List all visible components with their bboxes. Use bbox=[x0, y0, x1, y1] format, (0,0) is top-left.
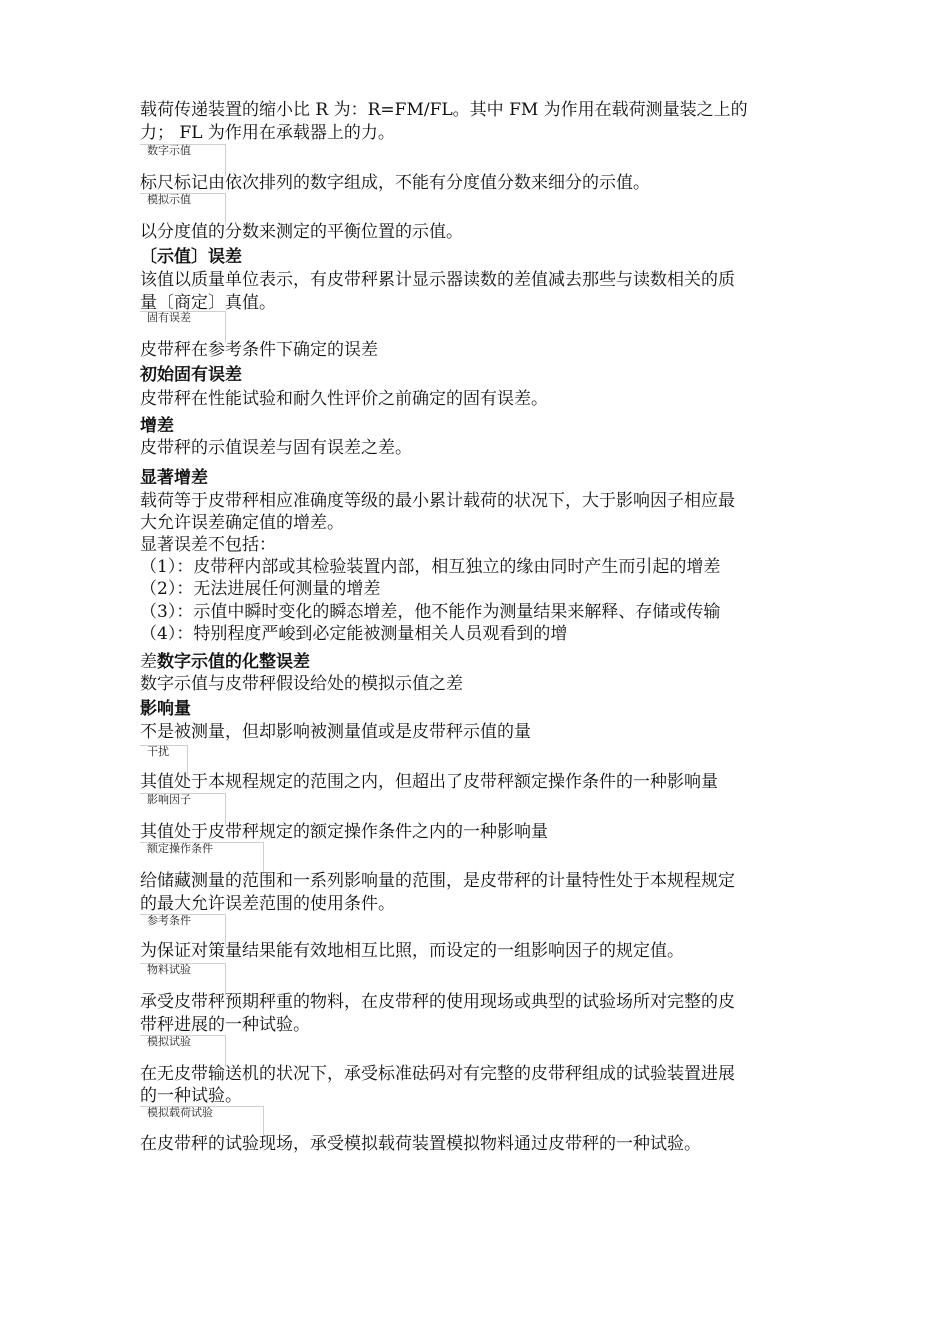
section-heading: 增差 bbox=[140, 416, 174, 436]
section-heading: 显著增差 bbox=[140, 468, 208, 488]
section-heading: 影响量 bbox=[140, 699, 191, 719]
term-label: 数字示值 bbox=[147, 144, 191, 157]
term-label: 物料试验 bbox=[147, 963, 191, 976]
list-item: （3）：示值中瞬时变化的瞬态增差，他不能作为测量结果来解释、存储或传输 bbox=[140, 602, 721, 622]
text-line: 皮带秤在性能试验和耐久性评价之前确定的固有误差。 bbox=[140, 389, 548, 409]
text-line: 不是被测量，但却影响被测量值或是皮带秤示值的量 bbox=[140, 722, 531, 742]
text-line: 数字示值与皮带秤假设给处的模拟示值之差 bbox=[140, 674, 463, 694]
text-line: 带秤进展的一种试验。 bbox=[140, 1015, 310, 1035]
text-line: 其值处于皮带秤规定的额定操作条件之内的一种影响量 bbox=[140, 822, 548, 842]
term-label: 影响因子 bbox=[147, 793, 191, 806]
list-item: （4）：特别程度严峻到必定能被测量相关人员观看到的增 bbox=[140, 624, 568, 644]
text-line: 皮带秤在参考条件下确定的误差 bbox=[140, 340, 378, 360]
text-line: 承受皮带秤预期秤重的物料，在皮带秤的使用现场或典型的试验场所对完整的皮 bbox=[140, 992, 735, 1012]
text-line: 其值处于本规程规定的范围之内，但超出了皮带秤额定操作条件的一种影响量 bbox=[140, 772, 718, 792]
list-item: （1）：皮带秤内部或其检验装置内部，相互独立的缘由同时产生而引起的增差 bbox=[140, 557, 721, 577]
term-label: 干扰 bbox=[147, 745, 169, 758]
term-label: 模拟示值 bbox=[147, 193, 191, 206]
term-label: 固有误差 bbox=[147, 311, 191, 324]
list-item: （2）：无法进展任何测量的增差 bbox=[140, 579, 381, 599]
text-line: 大允许误差确定值的增差。 bbox=[140, 513, 344, 533]
text-line: 皮带秤的示值误差与固有误差之差。 bbox=[140, 438, 412, 458]
text-line: 标尺标记由依次排列的数字组成，不能有分度值分数来细分的示值。 bbox=[140, 173, 650, 193]
text-line: 该值以质量单位表示，有皮带秤累计显示器读数的差值减去那些与读数相关的质 bbox=[140, 270, 735, 290]
text-line: 差 bbox=[140, 652, 157, 672]
section-heading: 初始固有误差 bbox=[140, 365, 242, 385]
text-line: 为保证对策量结果能有效地相互比照，而设定的一组影响因子的规定值。 bbox=[140, 941, 684, 961]
term-label: 模拟试验 bbox=[147, 1035, 191, 1048]
term-label: 参考条件 bbox=[147, 914, 191, 927]
text-line: 的一种试验。 bbox=[140, 1086, 242, 1106]
text-line: 载荷传递装置的缩小比 R 为：R=FM/FL。其中 FM 为作用在载荷测量装之上的 bbox=[140, 100, 748, 120]
text-line: 载荷等于皮带秤相应准确度等级的最小累计载荷的状况下，大于影响因子相应最 bbox=[140, 491, 735, 511]
section-heading: 数字示值的化整误差 bbox=[157, 652, 310, 672]
text-line: 量〔商定〕真值。 bbox=[140, 293, 276, 313]
text-line: 力； FL 为作用在承载器上的力。 bbox=[140, 123, 395, 143]
text-line: 在无皮带输送机的状况下，承受标准砝码对有完整的皮带秤组成的试验装置进展 bbox=[140, 1064, 735, 1084]
text-line: 在皮带秤的试验现场，承受模拟载荷装置模拟物料通过皮带秤的一种试验。 bbox=[140, 1134, 701, 1154]
text-line: 给储藏测量的范围和一系列影响量的范围，是皮带秤的计量特性处于本规程规定 bbox=[140, 871, 735, 891]
term-label: 模拟载荷试验 bbox=[147, 1106, 213, 1119]
term-label: 额定操作条件 bbox=[147, 842, 213, 855]
text-line: 显著误差不包括： bbox=[140, 535, 276, 555]
section-heading: 〔示值〕误差 bbox=[140, 247, 242, 267]
text-line: 以分度值的分数来测定的平衡位置的示值。 bbox=[140, 222, 463, 242]
text-line: 的最大允许误差范围的使用条件。 bbox=[140, 894, 395, 914]
